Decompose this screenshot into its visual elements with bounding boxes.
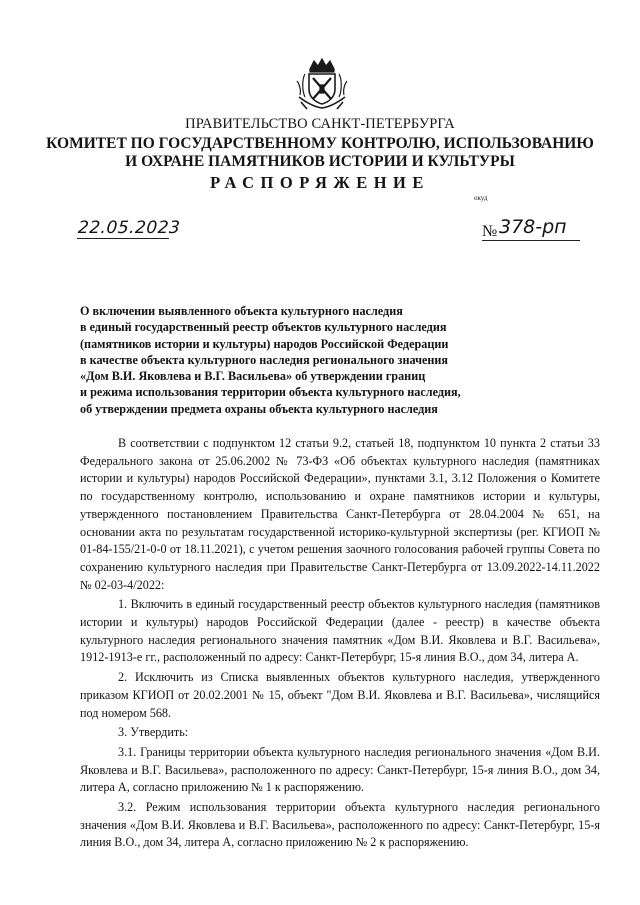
number-sign: № (482, 223, 498, 240)
committee-line: И ОХРАНЕ ПАМЯТНИКОВ ИСТОРИИ И КУЛЬТУРЫ (125, 153, 515, 170)
clause-3-1: 3.1. Границы территории объекта культурного наследия регионального значения «Дом В.И. Яковлева и В.Г. Васильева», расположенного по адресу: Санкт-Петербург, 15-я линия В.О., дом 34, литера А, согласно приложению № 1 к распоряжению. (80, 744, 600, 795)
clause-3: 3. Утвердить: (118, 725, 189, 740)
committee-line: КОМИТЕТ ПО ГОСУДАРСТВЕННОМУ КОНТРОЛЮ, ИСПОЛЬЗОВАНИЮ (46, 135, 594, 152)
title-line: в единый государственный реестр объектов культурного наследия (80, 320, 447, 335)
saint-petersburg-coat-of-arms-icon (293, 57, 351, 115)
document-title (80, 303, 550, 417)
clause-1: 1. Включить в единый государственный реестр объектов культурного наследия (памятников истории и культуры) народов Российской Федерации (далее - реестр) в качестве объекта культурного наследия регионального значения памятник «Дом В.И. Яковлева и В.Г. Васильева», 1912-1913-е гг., расположенный по адресу: Санкт-Петербург, 15-я линия В.О., дом 34, литера А. (80, 597, 600, 665)
clause-3-2: 3.2. Режим использования территории объекта культурного наследия регионального значения «Дом В.И. Яковлева и В.Г. Васильева», расположенного по адресу: Санкт-Петербург, 15-я линия В.О., дом 34, литера А, согласно приложению № 2 к распоряжению. (80, 800, 600, 850)
committee-name (0, 135, 640, 171)
title-line: «Дом В.И. Яковлева и В.Г. Васильева» об утверждении границ (80, 369, 426, 384)
title-line: об утверждении предмета охраны объекта культурного наследия (80, 401, 438, 416)
date-underline (77, 238, 169, 239)
document-type: РАСПОРЯЖЕНИЕ (210, 173, 430, 192)
title-line: (памятников истории и культуры) народов Российской Федерации (80, 336, 449, 351)
preamble-paragraph: В соответствии с подпунктом 12 статьи 9.2, статьей 18, подпунктом 10 пункта 2 статьи 33 Федерального закона от 25.06.2002 № 73-ФЗ «Об объектах культурного наследия (памятниках истории и культуры) народов Российской Федерации», пунктами 3.1, 3.12 Положения о Комитете по государственному контролю, использованию и охране памятников истории и культуры, утвержденного постановлением Правительства Санкт-Петербурга от 28.04.2004 № 651, на основании акта по результатам государственной историко-культурной экспертизы (рег. КГИОП № 01-84-155/21-0-0 от 18.11.2021), с учетом решения заочного голосования рабочей группы Совета по сохранению культурного наследия при Правительстве Санкт-Петербурга от 13.09.2022-14.11.2022 № 02-03-4/2022: (80, 436, 600, 592)
title-line: и режима использования территории объекта культурного наследия, (80, 385, 461, 400)
title-line: в качестве объекта культурного наследия регионального значения (80, 352, 448, 367)
number-underline (482, 240, 580, 241)
government-name: ПРАВИТЕЛЬСТВО САНКТ-ПЕТЕРБУРГА (185, 116, 455, 132)
document-date: 22.05.2023 (77, 218, 182, 238)
document-number: 378-рп (499, 216, 567, 238)
document-body (80, 435, 600, 852)
okud-label: окуд (474, 194, 488, 202)
title-line: О включении выявленного объекта культурного наследия (80, 304, 403, 318)
clause-2: 2. Исключить из Списка выявленных объектов культурного наследия, утвержденного приказом КГИОП от 20.02.2001 № 15, объект "Дом В.И. Яковлева и В.Г. Васильева», числящийся под номером 568. (80, 670, 600, 720)
